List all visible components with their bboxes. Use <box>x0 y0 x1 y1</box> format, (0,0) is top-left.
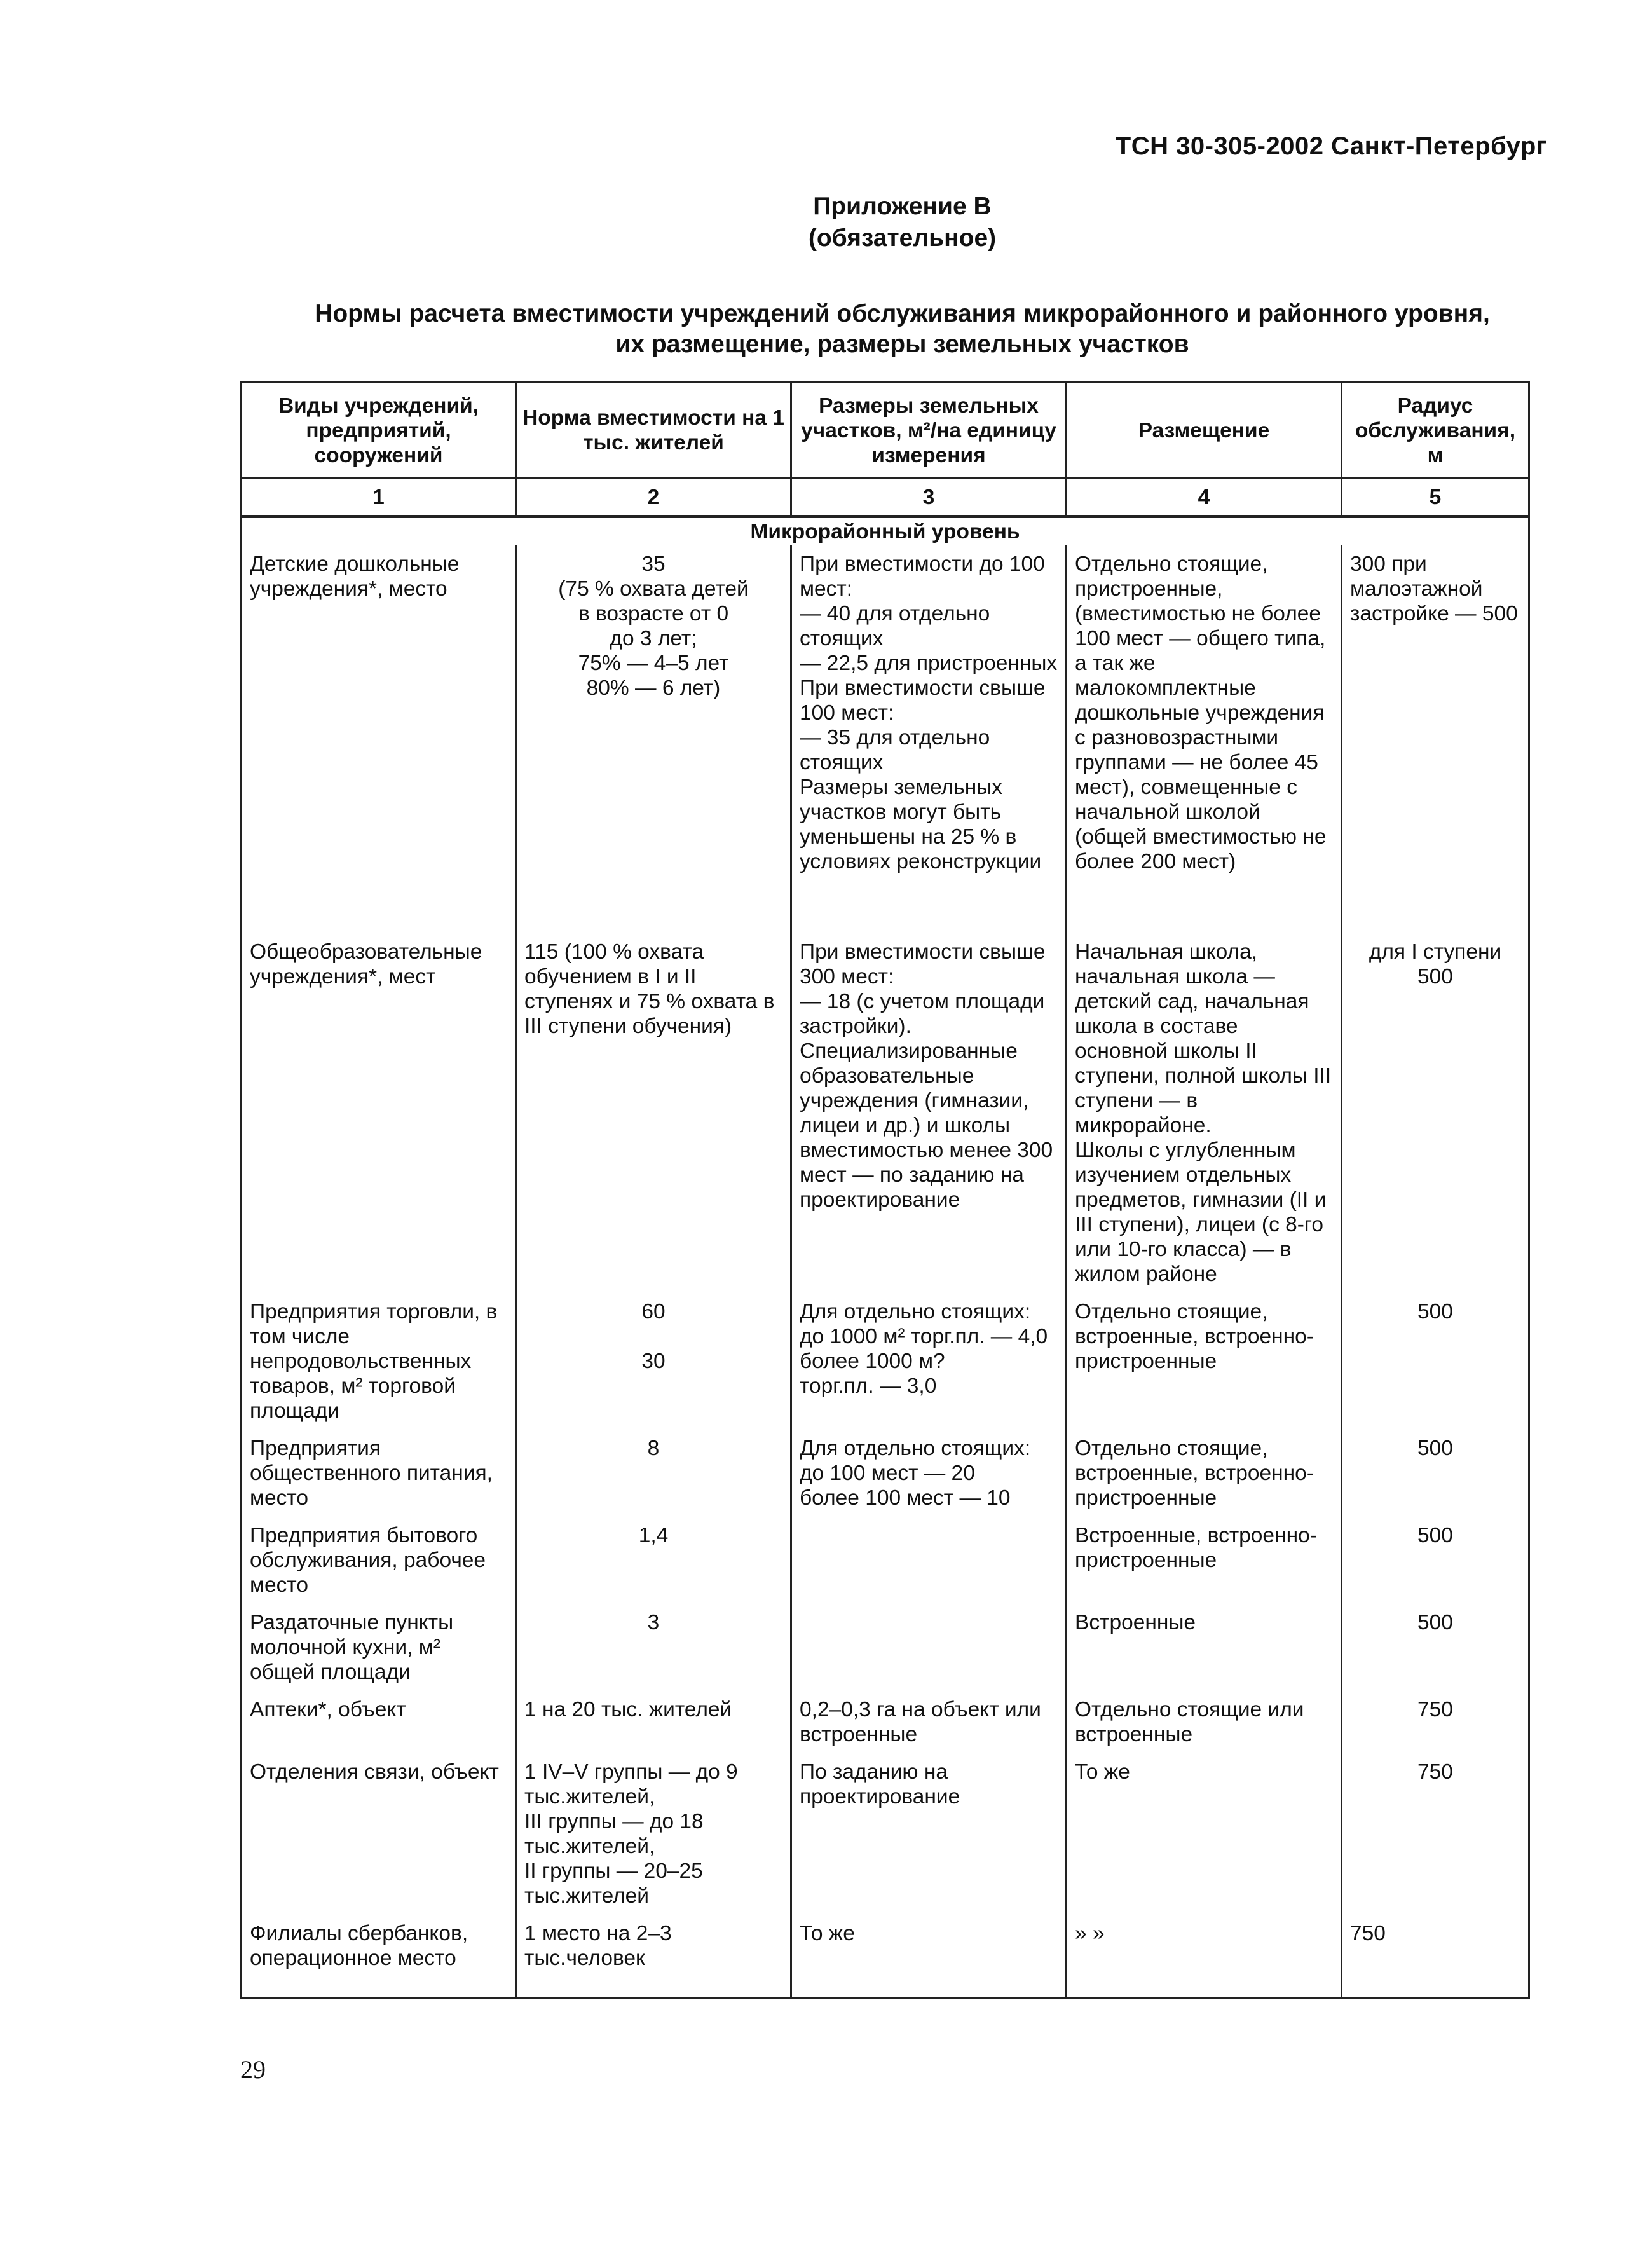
appendix-status: (обязательное) <box>808 224 997 252</box>
cell-norm: 115 (100 % охвата обучением в I и II ступенях и 75 % охвата в III ступени обучения) <box>516 933 791 1293</box>
cell-placement: Начальная школа, начальная школа — детский сад, начальная школа в составе основной школы II ступени, полной школы III ступени — в микрорайоне. Школы с углубленным изучением отдельных предметов, гимназии (II и III ступени), лицеи (с 8-го или 10-го класса) — в жилом районе <box>1067 933 1342 1293</box>
column-number: 5 <box>1342 479 1529 517</box>
cell-radius: 500 <box>1342 1430 1529 1517</box>
appendix-title: Приложение В <box>813 193 992 220</box>
cell-placement: » » <box>1067 1915 1342 1997</box>
table-title <box>0 299 1652 360</box>
cell-norm: 1,4 <box>516 1517 791 1604</box>
cell-area: То же <box>791 1915 1067 1997</box>
cell-radius: 500 <box>1342 1293 1529 1430</box>
column-header: Виды учреждений, предприятий, сооружений <box>242 383 516 479</box>
cell-type: Предприятия бытового обслуживания, рабочее место <box>242 1517 516 1604</box>
column-number: 3 <box>791 479 1067 517</box>
cell-type: Детские дошкольные учреждения*, место <box>242 545 516 933</box>
column-number: 2 <box>516 479 791 517</box>
cell-norm: 8 <box>516 1430 791 1517</box>
cell-placement: Отдельно стоящие, пристроенные, (вместимостью не более 100 мест — общего типа, а так же малокомплектные дошкольные учреждения с разновозрастными группами — не более 45 мест), совмещенные с начальной школой (общей вместимостью не более 200 мест) <box>1067 545 1342 933</box>
section-row <box>242 517 1529 546</box>
cell-type: Аптеки*, объект <box>242 1691 516 1753</box>
cell-type: Филиалы сбербанков, операционное место <box>242 1915 516 1997</box>
column-number: 1 <box>242 479 516 517</box>
cell-radius: 500 <box>1342 1517 1529 1604</box>
table-row <box>242 545 1529 933</box>
section-title: Микрорайонный уровень <box>242 517 1529 546</box>
cell-placement: Отдельно стоящие, встроенные, встроенно-пристроенные <box>1067 1293 1342 1430</box>
cell-norm: 1 на 20 тыс. жителей <box>516 1691 791 1753</box>
cell-norm: 1 место на 2–3 тыс.человек <box>516 1915 791 1997</box>
cell-type: Предприятия общественного питания, место <box>242 1430 516 1517</box>
cell-norm: 1 IV–V группы — до 9 тыс.жителей, III группы — до 18 тыс.жителей, II группы — 20–25 тыс.жителей <box>516 1753 791 1915</box>
cell-placement: Встроенные, встроенно-пристроенные <box>1067 1517 1342 1604</box>
table-row <box>242 1691 1529 1753</box>
cell-placement: То же <box>1067 1753 1342 1915</box>
table-row <box>242 1430 1529 1517</box>
cell-radius: 750 <box>1342 1691 1529 1753</box>
column-number: 4 <box>1067 479 1342 517</box>
column-header: Радиус обслуживания, м <box>1342 383 1529 479</box>
table-row <box>242 933 1529 1293</box>
table-title-line-1: Нормы расчета вместимости учреждений обслуживания микрорайонного и районного уровня, <box>315 300 1490 327</box>
cell-area: При вместимости до 100 мест: — 40 для отдельно стоящих — 22,5 для пристроенных При вместимости свыше 100 мест: — 35 для отдельно стоящих Размеры земельных участков могут быть уменьшены на 25 % в условиях реконструкции <box>791 545 1067 933</box>
table-row <box>242 1753 1529 1915</box>
column-header: Размеры земельных участков, м²/на единицу измерения <box>791 383 1067 479</box>
cell-norm: 3 <box>516 1604 791 1691</box>
table-title-line-2: их размещение, размеры земельных участков <box>615 331 1189 358</box>
table-header-row <box>242 383 1529 479</box>
cell-type: Раздаточные пункты молочной кухни, м² общей площади <box>242 1604 516 1691</box>
cell-placement: Отдельно стоящие или встроенные <box>1067 1691 1342 1753</box>
appendix-heading <box>0 191 1652 254</box>
cell-area <box>791 1517 1067 1604</box>
cell-type: Отделения связи, объект <box>242 1753 516 1915</box>
cell-radius: 500 <box>1342 1604 1529 1691</box>
cell-area: По заданию на проектирование <box>791 1753 1067 1915</box>
table-row <box>242 1517 1529 1604</box>
norms-table <box>240 381 1530 1999</box>
cell-area <box>791 1604 1067 1691</box>
column-number-row <box>242 479 1529 517</box>
cell-norm: 60 30 <box>516 1293 791 1430</box>
cell-radius: 750 <box>1342 1915 1529 1997</box>
column-header: Норма вместимости на 1 тыс. жителей <box>516 383 791 479</box>
document-code: ТСН 30-305-2002 Санкт-Петербург <box>1115 132 1547 160</box>
cell-radius: для I ступени 500 <box>1342 933 1529 1293</box>
column-header: Размещение <box>1067 383 1342 479</box>
cell-type: Общеобразовательные учреждения*, мест <box>242 933 516 1293</box>
cell-area: 0,2–0,3 га на объект или встроенные <box>791 1691 1067 1753</box>
cell-radius: 750 <box>1342 1753 1529 1915</box>
cell-area: При вместимости свыше 300 мест: — 18 (с учетом площади застройки). Специализированные образовательные учреждения (гимназии, лицеи и др.) и школы вместимостью менее 300 мест — по заданию на проектирование <box>791 933 1067 1293</box>
cell-placement: Отдельно стоящие, встроенные, встроенно-пристроенные <box>1067 1430 1342 1517</box>
table-row <box>242 1293 1529 1430</box>
cell-placement: Встроенные <box>1067 1604 1342 1691</box>
cell-area: Для отдельно стоящих: до 100 мест — 20 более 100 мест — 10 <box>791 1430 1067 1517</box>
table-row <box>242 1604 1529 1691</box>
page-number: 29 <box>240 2055 266 2084</box>
table-row <box>242 1915 1529 1997</box>
cell-radius: 300 при малоэтажной застройке — 500 <box>1342 545 1529 933</box>
cell-type: Предприятия торговли, в том числе непродовольственных товаров, м² торговой площади <box>242 1293 516 1430</box>
cell-area: Для отдельно стоящих: до 1000 м² торг.пл. — 4,0 более 1000 м? торг.пл. — 3,0 <box>791 1293 1067 1430</box>
cell-norm: 35 (75 % охвата детей в возрасте от 0 до 3 лет; 75% — 4–5 лет 80% — 6 лет) <box>516 545 791 933</box>
